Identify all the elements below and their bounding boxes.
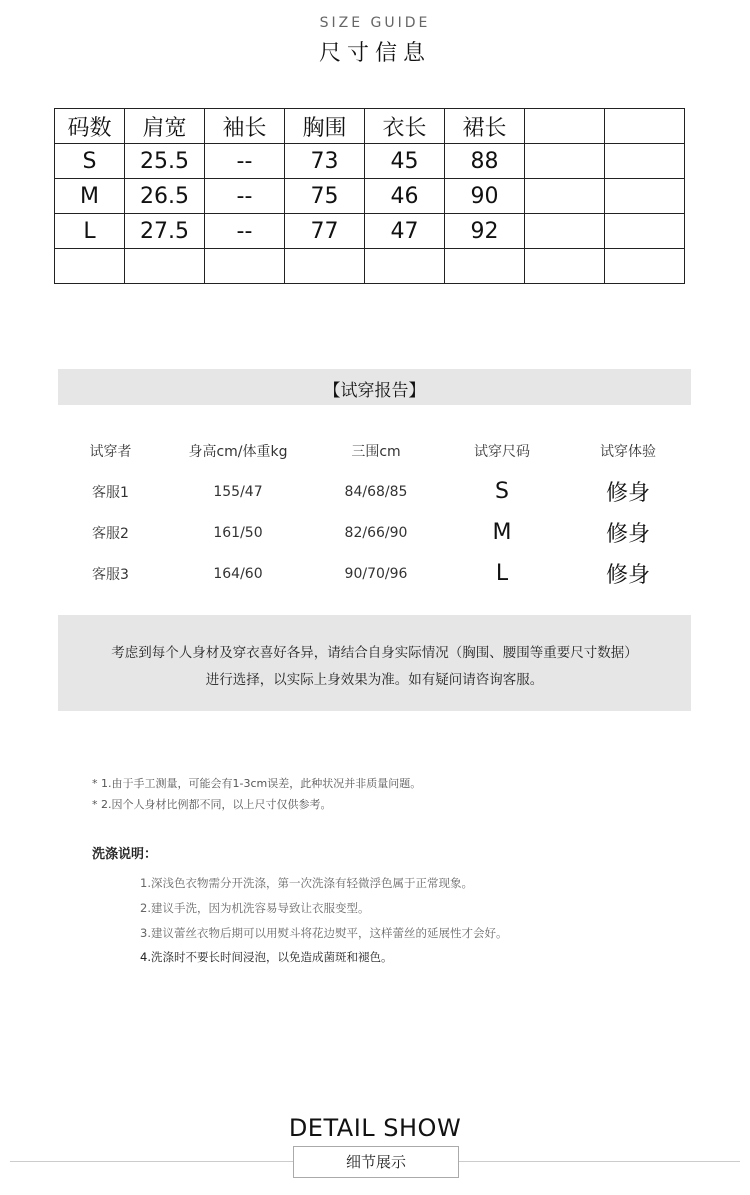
size-cell <box>125 249 205 284</box>
size-cell: 90 <box>445 179 525 214</box>
report-cell: 84/68/85 <box>344 483 408 500</box>
report-cell: 155/47 <box>213 483 263 500</box>
report-cell: 客服3 <box>92 566 129 583</box>
size-cell: 45 <box>365 144 445 179</box>
size-header-cell: 衣长 <box>365 109 445 144</box>
report-fit-cell: 修身 <box>605 481 650 506</box>
size-cell <box>55 249 125 284</box>
report-row <box>58 553 691 594</box>
footnote-1: * 1.由于手工测量，可能会有1-3cm误差，此种状况并非质量问题。 <box>92 777 422 790</box>
size-cell <box>525 144 605 179</box>
size-table-header-row <box>55 109 685 144</box>
size-header-cell: 袖长 <box>205 109 285 144</box>
report-header-cell: 试穿体验 <box>600 443 656 460</box>
size-cell <box>605 179 685 214</box>
report-size-cell: M <box>492 520 512 545</box>
size-cell: -- <box>205 179 285 214</box>
size-cell <box>365 249 445 284</box>
report-cell: 164/60 <box>213 565 263 582</box>
report-title: 【试穿报告】 <box>323 381 426 401</box>
size-cell: -- <box>205 214 285 249</box>
washing-item-1: 1.深浅色衣物需分开洗涤，第一次洗涤有轻微浮色属于正常现象。 <box>140 876 473 890</box>
washing-title: 洗涤说明： <box>92 847 158 862</box>
washing-item-3: 3.建议蕾丝衣物后期可以用熨斗将花边熨平，这样蕾丝的延展性才会好。 <box>140 926 508 940</box>
report-table <box>58 430 691 594</box>
size-cell: 26.5 <box>125 179 205 214</box>
size-cell <box>605 249 685 284</box>
size-cell <box>525 214 605 249</box>
size-cell: 25.5 <box>125 144 205 179</box>
size-header-cell: 裙长 <box>445 109 525 144</box>
washing-item-4: 4.洗涤时不要长时间浸泡，以免造成菌斑和褪色。 <box>140 950 393 964</box>
size-cell <box>445 249 525 284</box>
size-cell: M <box>55 179 125 214</box>
size-cell: S <box>55 144 125 179</box>
size-cell: 73 <box>285 144 365 179</box>
size-cell <box>205 249 285 284</box>
report-size-cell: S <box>495 479 509 504</box>
report-size-cell: L <box>495 561 509 586</box>
size-header-cell: 胸围 <box>285 109 365 144</box>
report-header-cell: 试穿尺码 <box>474 443 530 460</box>
report-note-line-2: 进行选择，以实际上身效果为准。如有疑问请咨询客服。 <box>205 672 544 688</box>
footnote-2: * 2.因个人身材比例都不同，以上尺寸仅供参考。 <box>92 798 332 811</box>
size-cell: L <box>55 214 125 249</box>
report-header-cell: 试穿者 <box>89 443 132 460</box>
size-cell: 88 <box>445 144 525 179</box>
size-cell: -- <box>205 144 285 179</box>
report-row <box>58 471 691 512</box>
report-note-line-1: 考虑到每个人身材及穿衣喜好各异，请结合自身实际情况（胸围、腰围等重要尺寸数据） <box>111 645 638 661</box>
size-cell <box>525 179 605 214</box>
size-table-row <box>55 214 685 249</box>
size-header-cell: 肩宽 <box>125 109 205 144</box>
report-fit-cell: 修身 <box>605 522 650 547</box>
report-cell: 82/66/90 <box>344 524 408 541</box>
size-cell <box>605 214 685 249</box>
report-cell: 客服1 <box>92 484 129 501</box>
size-header-cell <box>525 109 605 144</box>
size-table <box>54 108 685 284</box>
report-cell: 客服2 <box>92 525 129 542</box>
report-header-cell: 身高cm/体重kg <box>188 443 288 460</box>
report-row <box>58 512 691 553</box>
washing-item-2: 2.建议手洗，因为机洗容易导致让衣服变型。 <box>140 901 370 915</box>
detail-show-title-en: DETAIL SHOW <box>288 1114 462 1142</box>
report-note-box <box>58 615 691 711</box>
size-cell: 75 <box>285 179 365 214</box>
size-cell <box>605 144 685 179</box>
report-header-cell: 三围cm <box>351 443 401 460</box>
size-cell: 92 <box>445 214 525 249</box>
size-cell <box>285 249 365 284</box>
size-header-cell: 码数 <box>55 109 125 144</box>
size-table-row <box>55 249 685 284</box>
size-cell: 77 <box>285 214 365 249</box>
size-guide-title-en: SIZE GUIDE <box>319 15 431 31</box>
size-table-row <box>55 144 685 179</box>
report-fit-cell: 修身 <box>605 563 650 588</box>
report-cell: 90/70/96 <box>344 565 408 582</box>
size-cell: 46 <box>365 179 445 214</box>
detail-show-title-zh: 细节展示 <box>293 1146 459 1178</box>
report-cell: 161/50 <box>213 524 263 541</box>
size-table-row <box>55 179 685 214</box>
size-header-cell <box>605 109 685 144</box>
size-cell: 47 <box>365 214 445 249</box>
size-cell <box>525 249 605 284</box>
size-cell: 27.5 <box>125 214 205 249</box>
size-guide-title-zh: 尺寸信息 <box>318 41 431 66</box>
report-header-row <box>58 430 691 471</box>
